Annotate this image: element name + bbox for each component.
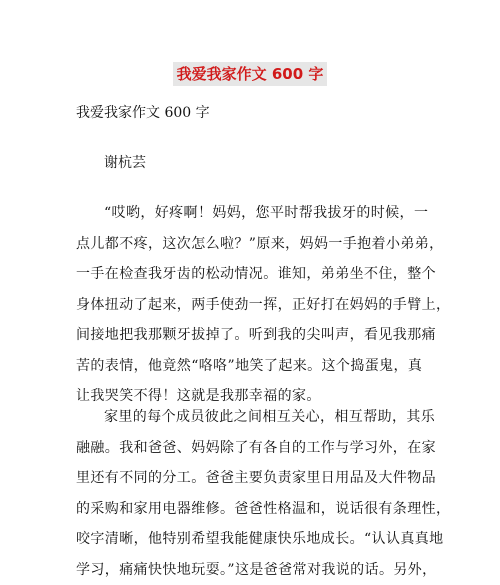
document-subtitle: 我爱我家作文 600 字 [76,103,210,123]
paragraph-line: 点儿都不疼，这次怎么啦？”原来，妈妈一手抱着小弟弟， [76,229,428,260]
author-name: 谢杭芸 [104,153,146,173]
paragraph-line: 家里的每个成员彼此之间相互关心，相互帮助，其乐 [76,402,428,433]
paragraph-line: 咬字清晰，他特别希望我能健康快乐地成长。“认认真真地 [76,524,428,555]
paragraph-1 [76,198,428,412]
paragraph-line: 学习，痛痛快快地玩耍。”这是爸爸常对我说的话。另外， [76,555,428,585]
paragraph-line: 的采购和家用电器维修。爸爸性格温和，说话很有条理性， [76,494,428,525]
paragraph-line: 苦的表情，他竟然“咯咯”地笑了起来。这个捣蛋鬼，真 [76,351,428,382]
paragraph-line: 一手在检查我牙齿的松动情况。谁知，弟弟坐不住，整个 [76,259,428,290]
paragraph-line: “哎哟，好疼啊！妈妈，您平时帮我拔牙的时候，一 [76,198,428,229]
paragraph-2 [76,402,428,585]
paragraph-line: 融融。我和爸爸、妈妈除了有各自的工作与学习外，在家 [76,433,428,464]
paragraph-line: 间接地把我那颗牙拔掉了。听到我的尖叫声，看见我那痛 [76,320,428,351]
paragraph-line: 里还有不同的分工。爸爸主要负责家里日用品及大件物品 [76,463,428,494]
document-title [0,62,500,88]
document-title-text: 我爱我家作文 600 字 [173,62,328,86]
paragraph-line: 让我哭笑不得！这就是我那幸福的家。 [76,381,428,412]
paragraph-line: 身体扭动了起来，两手使劲一挥，正好打在妈妈的手臂上， [76,290,428,321]
